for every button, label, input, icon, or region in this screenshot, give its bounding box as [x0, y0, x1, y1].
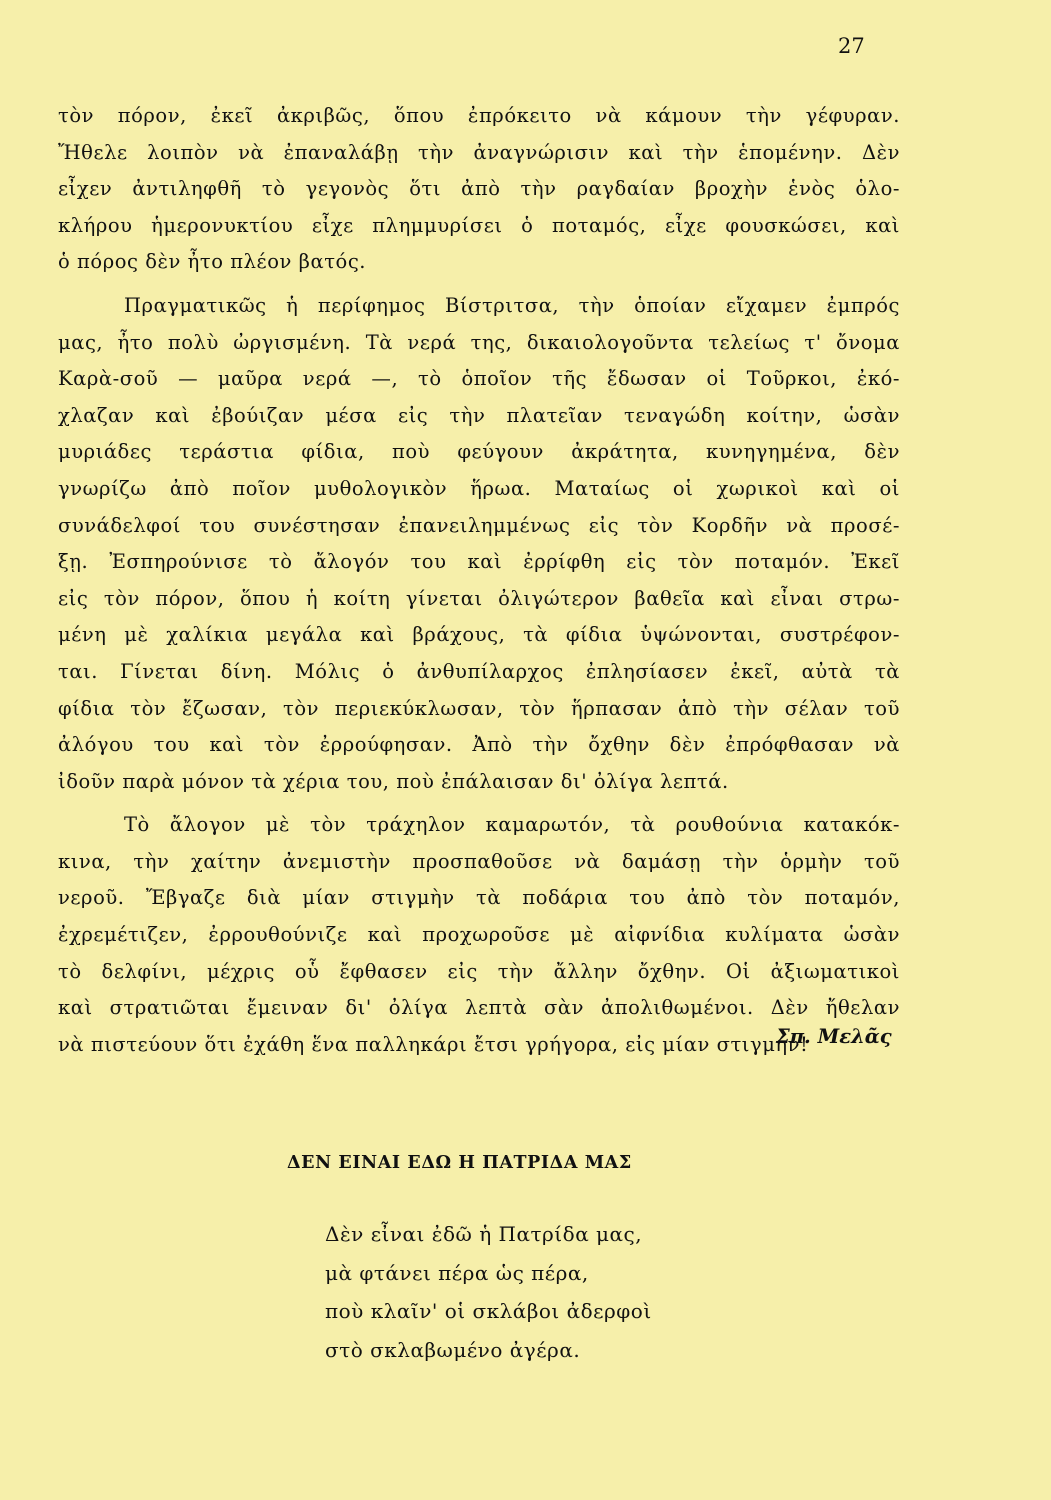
prose-line: καὶ στρατιῶται ἔμειναν δι' ὀλίγα λεπτὰ σὰν ἀπολιθωμένοι. Δὲν ἤθελαν	[58, 996, 900, 1020]
prose-line: μένη μὲ χαλίκια μεγάλα καὶ βράχους, τὰ φίδια ὑψώνονται, συστρέφον-	[58, 623, 900, 647]
poem-line: μὰ φτάνει πέρα ὡς πέρα,	[325, 1260, 589, 1285]
poem-body	[325, 1215, 652, 1369]
prose-line: τὸ δελφίνι, μέχρις οὗ ἔφθασεν εἰς τὴν ἄλλην ὄχθην. Οἱ ἀξιωματικοὶ	[58, 959, 900, 983]
prose-line: μας, ἦτο πολὺ ὠργισμένη. Τὰ νερά της, δικαιολογοῦντα τελείως τ' ὄνομα	[58, 330, 900, 354]
prose-line: συνάδελφοί του συνέστησαν ἐπανειλημμένως εἰς τὸν Κορδῆν νὰ προσέ-	[58, 513, 900, 537]
prose-line: τὸν πόρον, ἐκεῖ ἀκριβῶς, ὅπου ἐπρόκειτο νὰ κάμουν τὴν γέφυραν.	[58, 104, 900, 127]
prose-line: εἰς τὸν πόρον, ὅπου ἡ κοίτη γίνεται ὀλιγώτερον βαθεῖα καὶ εἶναι στρω-	[58, 586, 900, 610]
poem-line: Δὲν εἶναι ἐδῶ ἡ Πατρίδα μας,	[325, 1222, 643, 1246]
prose-line: γνωρίζω ἀπὸ ποῖον μυθολογικὸν ἥρωα. Ματαίως οἱ χωρικοὶ καὶ οἱ	[58, 476, 900, 500]
prose-line: ξῃ. Ἐσπηρούνισε τὸ ἄλογόν του καὶ ἐρρίφθη εἰς τὸν ποταμόν. Ἐκεῖ	[58, 550, 900, 574]
prose-line: ἀλόγου του καὶ τὸν ἐρρούφησαν. Ἀπὸ τὴν ὄχθην δὲν ἐπρόφθασαν νὰ	[58, 733, 900, 757]
prose-line: εἶχεν ἀντιληφθῆ τὸ γεγονὸς ὅτι ἀπὸ τὴν ραγδαίαν βροχὴν ἑνὸς ὁλο-	[58, 177, 900, 201]
prose-line: ὁ πόρος δὲν ἦτο πλέον βατός.	[58, 250, 367, 274]
prose-body	[58, 98, 900, 1063]
prose-line: ἰδοῦν παρὰ μόνον τὰ χέρια του, ποὺ ἐπάλαισαν δι' ὀλίγα λεπτά.	[58, 769, 729, 793]
page-number: 27	[838, 34, 865, 58]
prose-line: νεροῦ. Ἔβγαζε διὰ μίαν στιγμὴν τὰ ποδάρια του ἀπὸ τὸν ποταμόν,	[58, 886, 900, 910]
prose-line: Ἤθελε λοιπὸν νὰ ἐπαναλάβῃ τὴν ἀναγνώρισιν καὶ τὴν ἑπομένην. Δὲν	[58, 140, 900, 164]
prose-line: χλαζαν καὶ ἐβούιζαν μέσα εἰς τὴν πλατεῖαν τεναγώδη κοίτην, ὡσὰν	[58, 403, 900, 427]
prose-line: Τὸ ἄλογον μὲ τὸν τράχηλον καμαρωτόν, τὰ ρουθούνια κατακόκ-	[124, 813, 900, 837]
author-signature: Σπ. Μελᾶς	[776, 1025, 892, 1048]
prose-line: νὰ πιστεύουν ὅτι ἐχάθη ἕνα παλληκάρι ἔτσι γρήγορα, εἰς μίαν στιγμήν!	[58, 1032, 809, 1056]
prose-line: Πραγματικῶς ἡ περίφημος Βίστριτσα, τὴν ὁποίαν εἴχαμεν ἐμπρός	[124, 293, 900, 317]
prose-line: ται. Γίνεται δίνη. Μόλις ὁ ἀνθυπίλαρχος ἐπλησίασεν ἐκεῖ, αὐτὰ τὰ	[58, 659, 900, 683]
poem-line: στὸ σκλαβωμένο ἀγέρα.	[325, 1337, 581, 1362]
prose-line: κλήρου ἡμερονυκτίου εἶχε πλημμυρίσει ὁ ποταμός, εἶχε φουσκώσει, καὶ	[58, 213, 900, 237]
poem-line: ποὺ κλαῖν' οἱ σκλάβοι ἀδερφοὶ	[325, 1299, 652, 1323]
prose-line: Καρὰ-σοῦ — μαῦρα νερά —, τὸ ὁποῖον τῆς ἔδωσαν οἱ Τοῦρκοι, ἐκό-	[58, 367, 900, 391]
prose-line: φίδια τὸν ἔζωσαν, τὸν περιεκύκλωσαν, τὸν ἥρπασαν ἀπὸ τὴν σέλαν τοῦ	[58, 696, 900, 720]
poem-title: ΔΕΝ ΕΙΝΑΙ ΕΔΩ Η ΠΑΤΡΙΔΑ ΜΑΣ	[287, 1153, 632, 1173]
prose-line: ἐχρεμέτιζεν, ἐρρουθούνιζε καὶ προχωροῦσε μὲ αἰφνίδια κυλίματα ὡσὰν	[58, 923, 900, 947]
prose-line: κινα, τὴν χαίτην ἀνεμιστὴν προσπαθοῦσε νὰ δαμάσῃ τὴν ὁρμὴν τοῦ	[58, 849, 900, 873]
prose-line: μυριάδες τεράστια φίδια, ποὺ φεύγουν ἀκράτητα, κυνηγημένα, δὲν	[58, 440, 900, 464]
